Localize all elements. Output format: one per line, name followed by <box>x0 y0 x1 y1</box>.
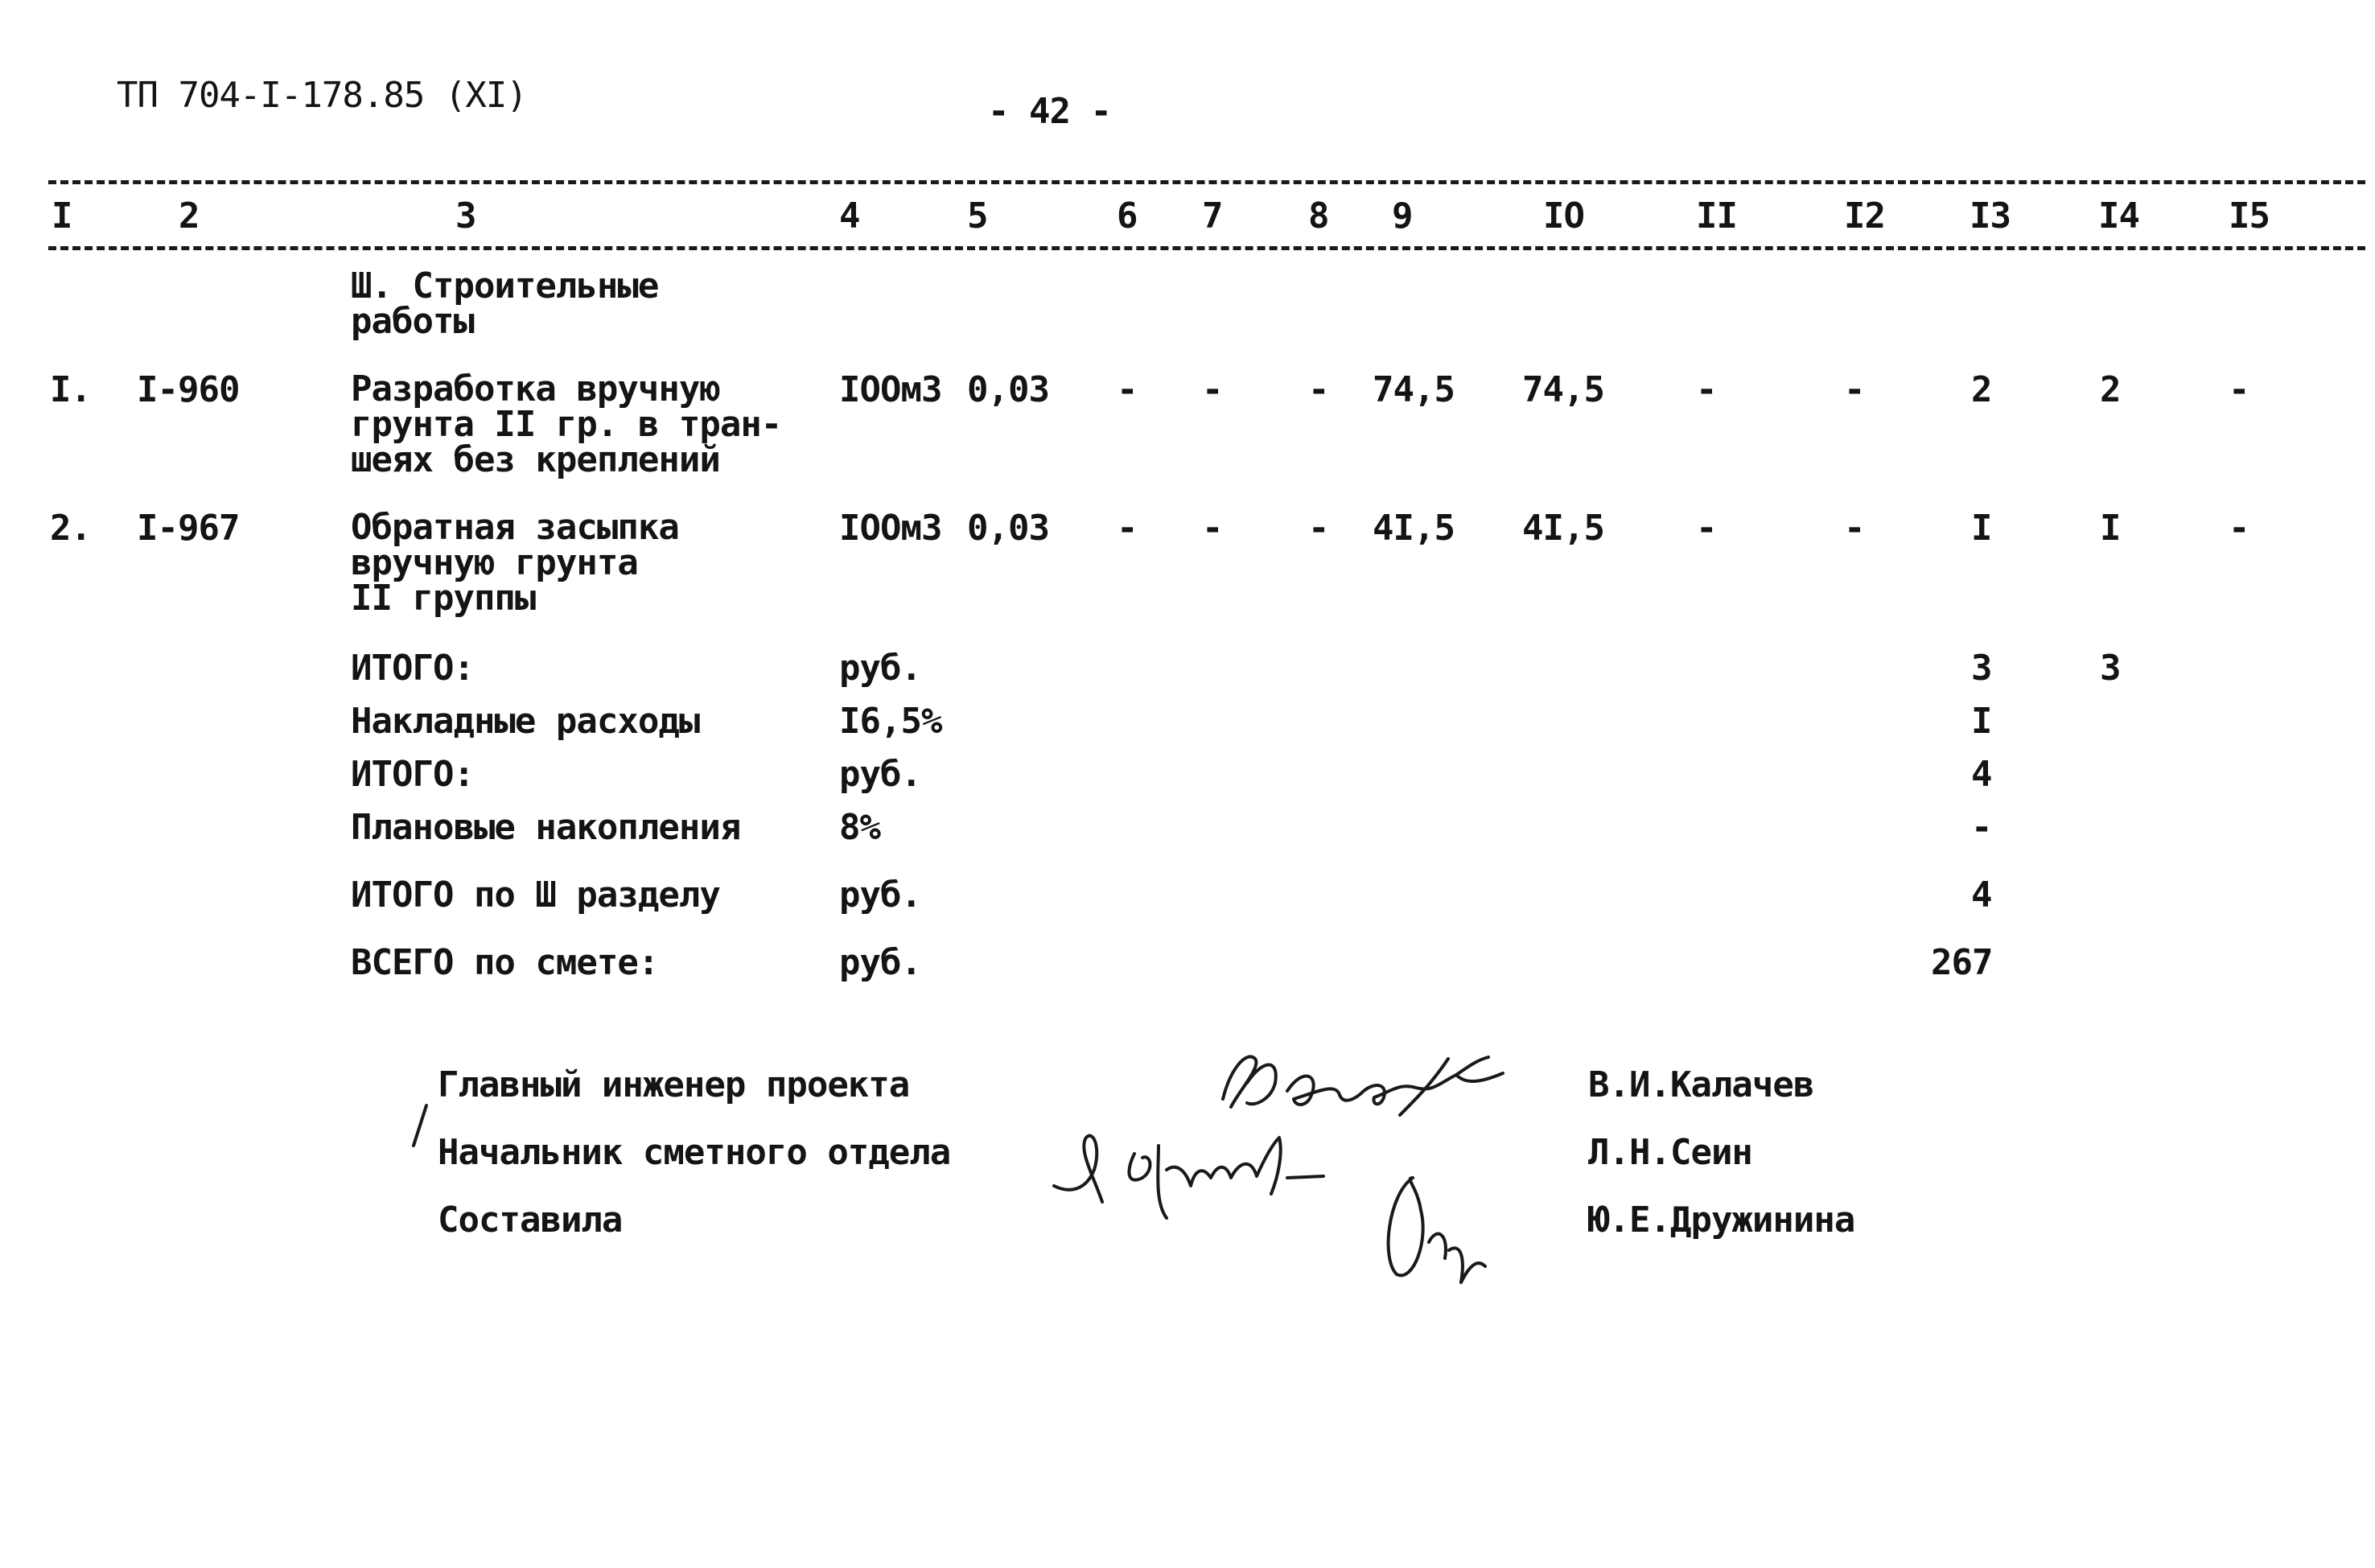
signature-role: Главный инженер проекта <box>438 1064 910 1105</box>
row-col15: - <box>2229 369 2249 410</box>
signature-name: Ю.Е.Дружинина <box>1588 1200 1855 1241</box>
row-code: I-960 <box>137 369 240 410</box>
row-col7: - <box>1202 508 1223 549</box>
row-number: 2. <box>50 508 91 549</box>
row-qty: 0,03 <box>967 508 1049 549</box>
totals-unit: руб. <box>839 875 921 916</box>
section-title: Ш. Строительные работы <box>351 265 659 342</box>
col-header-5: 5 <box>967 195 988 237</box>
row-col12: - <box>1844 369 1865 410</box>
row-col8: - <box>1308 369 1329 410</box>
signature-druzhinina-icon <box>1373 1162 1501 1307</box>
col-header-10: IO <box>1543 195 1584 237</box>
row-col11: - <box>1696 508 1717 549</box>
row-col10: 74,5 <box>1522 369 1604 410</box>
tick-mark-icon <box>407 1102 431 1150</box>
totals-label: ИТОГО: <box>351 754 474 795</box>
col-header-4: 4 <box>839 195 860 237</box>
col-header-7: 7 <box>1202 195 1223 237</box>
totals-label: ВСЕГО по смете: <box>351 942 659 983</box>
row-unit: IOOм3 <box>839 508 942 549</box>
row-col8: - <box>1308 508 1329 549</box>
row-col6: - <box>1117 508 1138 549</box>
row-col15: - <box>2229 508 2249 549</box>
col-header-8: 8 <box>1308 195 1329 237</box>
col-header-1: I <box>51 195 72 237</box>
row-name: Разработка вручную грунта II гр. в тран- шеях без креплений <box>351 368 782 480</box>
totals-label: ИТОГО: <box>351 648 474 689</box>
totals-label: ИТОГО по Ш разделу <box>351 875 720 916</box>
col-header-2: 2 <box>179 195 200 237</box>
page-number: - 42 - <box>988 91 1111 132</box>
totals-unit: руб. <box>839 754 921 795</box>
row-col9: 4I,5 <box>1373 508 1455 549</box>
signature-sein-icon <box>1046 1113 1368 1234</box>
row-col11: - <box>1696 369 1717 410</box>
col-header-12: I2 <box>1844 195 1885 237</box>
col-header-11: II <box>1696 195 1737 237</box>
row-col13: 2 <box>1971 369 1992 410</box>
col-header-13: I3 <box>1970 195 2011 237</box>
row-unit: IOOм3 <box>839 369 942 410</box>
totals-label: Плановые накопления <box>351 807 741 848</box>
row-col10: 4I,5 <box>1522 508 1604 549</box>
header-bottom-rule <box>48 246 2365 250</box>
row-qty: 0,03 <box>967 369 1049 410</box>
totals-col13: 267 <box>1931 942 1993 983</box>
row-col13: I <box>1971 508 1992 549</box>
totals-col13: 4 <box>1971 754 1992 795</box>
header-top-rule <box>48 180 2365 184</box>
signature-role: Составила <box>438 1200 623 1241</box>
totals-col14: 3 <box>2100 648 2121 689</box>
totals-unit: I6,5% <box>839 701 942 742</box>
row-col14: 2 <box>2100 369 2121 410</box>
document-code: ТП 704-I-178.85 (XI) <box>117 75 527 116</box>
row-col7: - <box>1202 369 1223 410</box>
row-code: I-967 <box>137 508 240 549</box>
col-header-3: 3 <box>455 195 476 237</box>
totals-unit: руб. <box>839 942 921 983</box>
signature-role: Начальник сметного отдела <box>438 1132 951 1173</box>
totals-unit: 8% <box>839 807 880 848</box>
signature-name: Л.Н.Сеин <box>1588 1132 1752 1173</box>
totals-col13: 3 <box>1971 648 1992 689</box>
row-number: I. <box>50 369 91 410</box>
row-col14: I <box>2100 508 2121 549</box>
totals-col13: I <box>1971 701 1992 742</box>
row-col12: - <box>1844 508 1865 549</box>
col-header-15: I5 <box>2229 195 2270 237</box>
signature-name: В.И.Калачев <box>1588 1064 1814 1105</box>
col-header-9: 9 <box>1392 195 1413 237</box>
row-col9: 74,5 <box>1373 369 1455 410</box>
totals-unit: руб. <box>839 648 921 689</box>
totals-label: Накладные расходы <box>351 701 700 742</box>
totals-col13: 4 <box>1971 875 1992 916</box>
row-name: Обратная засыпка вручную грунта II группы <box>351 507 679 619</box>
totals-col13: - <box>1971 807 1992 848</box>
col-header-6: 6 <box>1117 195 1138 237</box>
col-header-14: I4 <box>2098 195 2139 237</box>
row-col6: - <box>1117 369 1138 410</box>
